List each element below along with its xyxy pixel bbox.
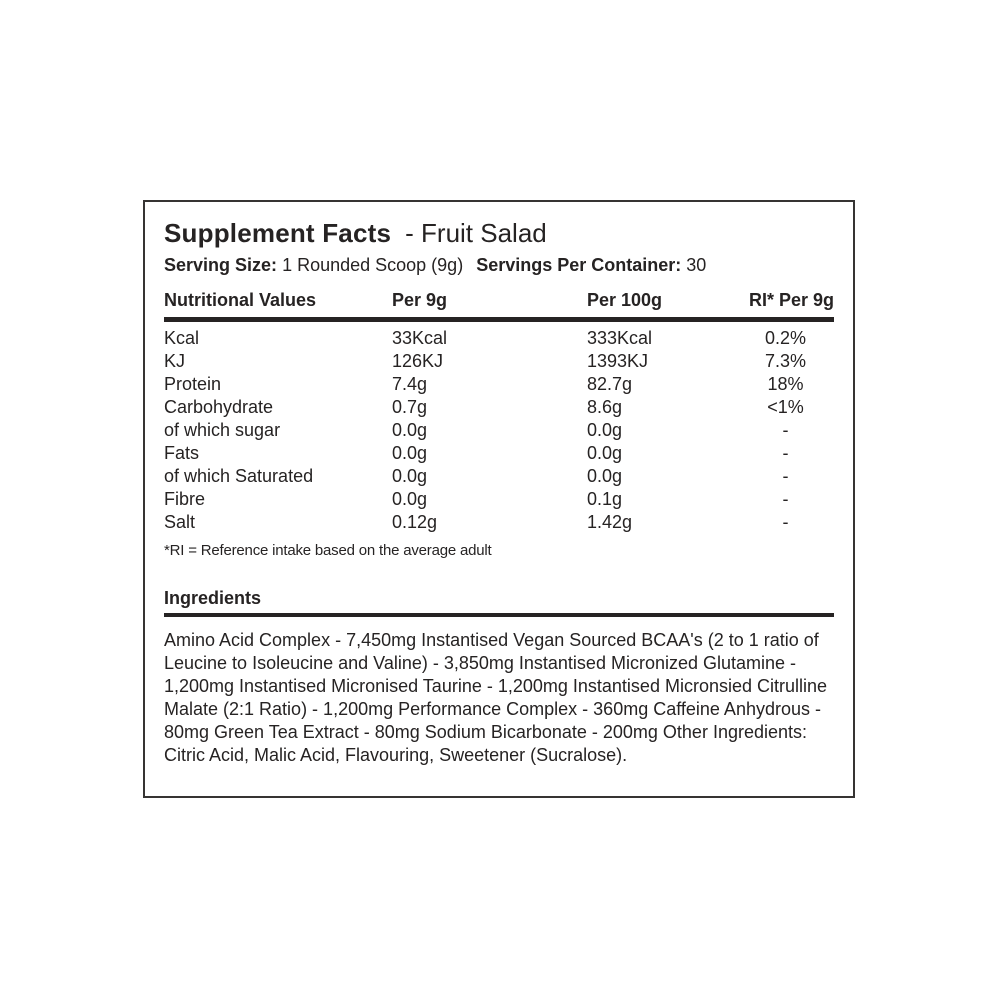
serving-size-label: Serving Size:	[164, 255, 278, 275]
value-per-100g: 1393KJ	[587, 351, 649, 371]
nutrient-name: of which Saturated	[164, 466, 314, 486]
value-ri: <1%	[767, 397, 804, 417]
ingredients-heading: Ingredients	[164, 588, 262, 608]
value-per-9g: 0.12g	[392, 512, 438, 532]
value-per-9g: 126KJ	[392, 351, 444, 371]
serving-size	[164, 255, 463, 275]
nutrient-name: Fats	[164, 443, 200, 463]
value-per-100g: 82.7g	[587, 374, 633, 394]
header-divider-bar	[164, 317, 834, 322]
value-per-100g: 0.1g	[587, 489, 623, 509]
value-ri: -	[782, 466, 789, 486]
value-per-9g: 0.0g	[392, 489, 428, 509]
nutrient-name: Carbohydrate	[164, 397, 274, 417]
ingredients-divider-bar	[164, 613, 834, 617]
value-ri: -	[782, 420, 789, 440]
value-per-9g: 7.4g	[392, 374, 428, 394]
table-row	[164, 327, 834, 350]
value-ri: -	[782, 512, 789, 532]
value-per-100g: 333Kcal	[587, 328, 653, 348]
value-per-9g: 0.0g	[392, 466, 428, 486]
ingredients-text: Amino Acid Complex - 7,450mg Instantised Vegan Sourced BCAA's (2 to 1 ratio of Leucine to Isoleucine and Valine) - 3,850mg Instantised Micronized Glutamine - 1,200mg Instantised Micronised Taurine - 1,200mg Instantised Micronsied Citrulline Malate (2:1 Ratio) - 1,200mg Performance Complex - 360mg Caffeine Anhydrous - 80mg Green Tea Extract - 80mg Sodium Bicarbonate - 200mg Other Ingredients: Citric Acid, Malic Acid, Flavouring, Sweetener (Sucralose).	[164, 630, 828, 765]
supplement-facts-label	[143, 200, 855, 798]
table-row	[164, 488, 834, 511]
servings-per-container	[476, 255, 706, 275]
value-per-100g: 0.0g	[587, 466, 623, 486]
servings-per-container-value: 30	[686, 255, 707, 275]
value-per-100g: 1.42g	[587, 512, 633, 532]
table-row	[164, 465, 834, 488]
ri-footnote: *RI = Reference intake based on the average adult	[164, 542, 492, 559]
label-title: Supplement Facts	[164, 218, 392, 248]
nutrient-name: of which sugar	[164, 420, 281, 440]
value-per-9g: 0.7g	[392, 397, 428, 417]
value-ri: 7.3%	[764, 351, 807, 371]
column-header-ri-per-9g: RI* Per 9g	[748, 290, 834, 310]
column-header-nutritional-values: Nutritional Values	[164, 290, 317, 310]
value-per-100g: 0.0g	[587, 420, 623, 440]
label-title-row	[164, 218, 834, 249]
table-row	[164, 442, 834, 465]
value-ri: -	[782, 489, 789, 509]
table-row	[164, 373, 834, 396]
table-row	[164, 396, 834, 419]
value-ri: 0.2%	[764, 328, 807, 348]
serving-info-row	[164, 255, 834, 276]
table-row	[164, 419, 834, 442]
nutrient-name: Protein	[164, 374, 222, 394]
value-ri: -	[782, 443, 789, 463]
nutrient-name: KJ	[164, 351, 186, 371]
servings-per-container-label: Servings Per Container:	[476, 255, 682, 275]
value-per-100g: 0.0g	[587, 443, 623, 463]
value-per-100g: 8.6g	[587, 397, 623, 417]
column-header-per-100g: Per 100g	[587, 290, 663, 310]
nutrient-name: Kcal	[164, 328, 200, 348]
nutrition-table-body	[164, 327, 834, 534]
nutrition-table-header	[164, 290, 834, 311]
table-row	[164, 511, 834, 534]
column-header-per-9g: Per 9g	[392, 290, 448, 310]
label-flavour-subtitle: - Fruit Salad	[405, 218, 547, 248]
table-row	[164, 350, 834, 373]
value-per-9g: 0.0g	[392, 443, 428, 463]
nutrient-name: Fibre	[164, 489, 206, 509]
value-per-9g: 0.0g	[392, 420, 428, 440]
serving-size-value: 1 Rounded Scoop (9g)	[282, 255, 464, 275]
nutrient-name: Salt	[164, 512, 196, 532]
value-per-9g: 33Kcal	[392, 328, 448, 348]
value-ri: 18%	[767, 374, 804, 394]
